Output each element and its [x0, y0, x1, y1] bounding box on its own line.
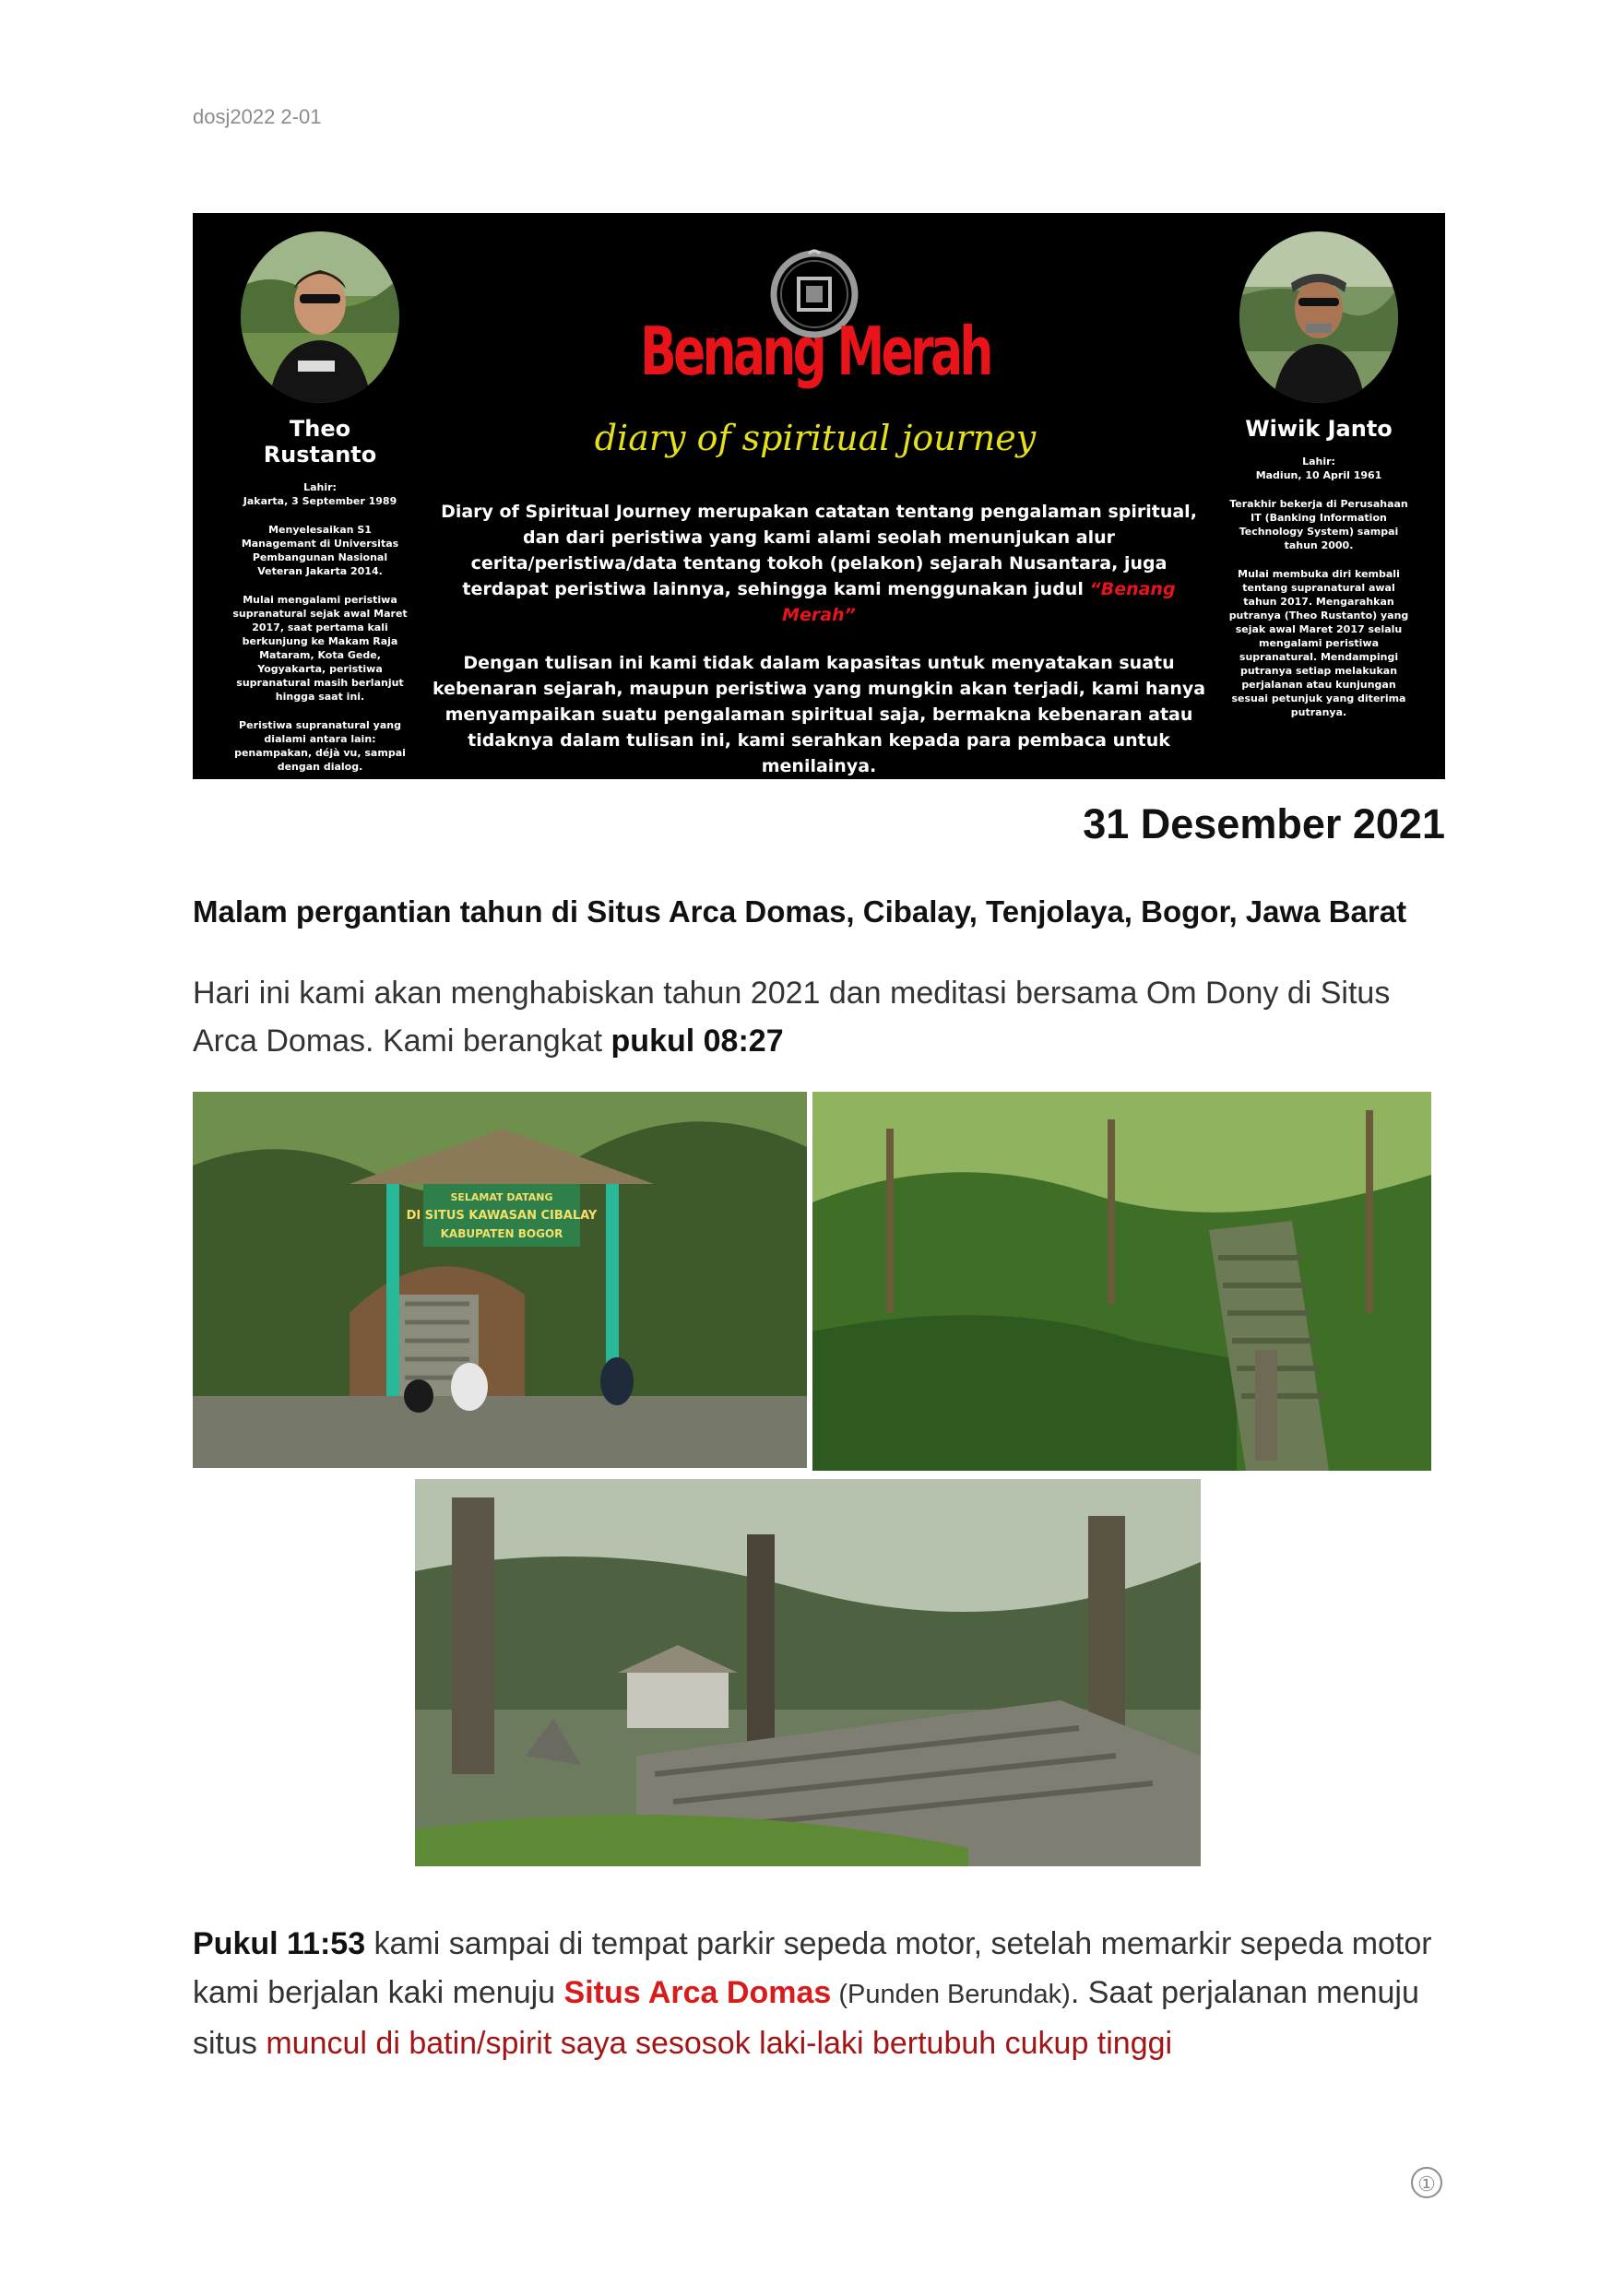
document-id: dosj2022 2-01	[193, 105, 322, 128]
birth-label: Lahir:	[303, 481, 337, 493]
sign-text: DI SITUS KAWASAN CIBALAY	[406, 1209, 598, 1223]
arrival-time: Pukul 11:53	[193, 1926, 366, 1961]
bio-wiwik	[1227, 416, 1410, 719]
departure-time: pukul 08:27	[610, 1024, 784, 1059]
photo-stone-terraces	[812, 1092, 1431, 1471]
bio-paragraph: Menyelesaikan S1 Managemant di Universitas Pembangunan Nasional Veteran Jakarta 2014.	[241, 524, 399, 577]
bio-paragraph: Mulai mengalami peristiwa supranatural sejak awal Maret 2017, saat pertama kali berkunjung ke Makam Raja Mataram, Kota Gede, Yogyakarta, peristiwa supranatural masih berlanjut hingga saat ini.	[232, 594, 408, 703]
paragraph-arrival	[193, 1920, 1456, 2068]
author-name: Theo Rustanto	[263, 416, 377, 467]
description-text: Diary of Spiritual Journey merupakan catatan tentang pengalaman spiritual, dan dari peristiwa yang kami alami seolah menunjukan alur cerita/peristiwa/data tentang tokoh (pelakon) sejarah Nusantara, juga terdapat peristiwa lainnya, sehingga kami menggunakan judul	[441, 502, 1197, 599]
sign-text: KABUPATEN BOGOR	[440, 1227, 563, 1240]
sign-text: SELAMAT DATANG	[450, 1191, 553, 1203]
author-name: Wiwik Janto	[1245, 416, 1393, 442]
photo-arca-domas-site	[415, 1479, 1201, 1866]
site-name-highlight: Situs Arca Domas	[563, 1975, 832, 2010]
description-text: Dengan tulisan ini kami tidak dalam kapasitas untuk menyatakan suatu kebenaran sejarah, maupun peristiwa yang mungkin akan terjadi, kami hanya menyampaikan suatu pengalaman spiritual saja, bermakna kebenaran atau tidaknya dalam tulisan ini, kami serahkan kepada para pembaca untuk menilainya.	[432, 653, 1206, 776]
photo-site-entrance	[193, 1092, 807, 1468]
bio-paragraph: Peristiwa supranatural yang dialami antara lain: penampakan, déjà vu, sampai dengan dialog.	[234, 719, 406, 773]
portrait-wiwik	[1239, 231, 1398, 403]
description-highlight: “Benang Merah”	[782, 579, 1176, 625]
entry-date: 31 Desember 2021	[1083, 800, 1445, 847]
paragraph-text: kami sampai di tempat parkir sepeda motor, setelah memarkir sepeda motor kami berjalan kaki menuju	[193, 1926, 1432, 2010]
bio-paragraph: Terakhir bekerja di Perusahaan IT (Banking Information Technology System) sampai tahun 2000.	[1229, 498, 1408, 551]
birth-value: Jakarta, 3 September 1989	[243, 495, 397, 507]
bio-theo	[230, 416, 410, 774]
paragraph-text: . Saat perjalanan menuju situs	[193, 1975, 1419, 2061]
paragraph-departure	[193, 969, 1456, 1065]
portrait-theo	[241, 231, 399, 403]
entry-subtitle: Malam pergantian tahun di Situs Arca Domas, Cibalay, Tenjolaya, Bogor, Jawa Barat	[193, 894, 1407, 929]
paragraph-text: Hari ini kami akan menghabiskan tahun 2021 dan meditasi bersama Om Dony di Situs Arca Domas. Kami berangkat	[193, 976, 1391, 1059]
bio-paragraph: Mulai membuka diri kembali tentang supranatural awal tahun 2017. Mengarahkan putranya (Theo Rustanto) yang sejak awal Maret 2017 selalu mengalami peristiwa supranatural. Mendampingi putranya setiap melakukan perjalanan atau kunjungan sesuai petunjuk yang diterima putranya.	[1228, 568, 1409, 718]
site-alias: (Punden Berundak)	[831, 1980, 1071, 2009]
spirit-vision-text: muncul di batin/spirit saya sesosok laki-laki bertubuh cukup tinggi	[266, 2026, 1173, 2061]
header-banner	[193, 213, 1445, 779]
banner-description	[426, 499, 1212, 779]
brand-title: Benang Merah	[640, 313, 990, 390]
birth-value: Madiun, 10 April 1961	[1255, 469, 1382, 481]
birth-label: Lahir:	[1302, 456, 1335, 467]
tagline: diary of spiritual journey	[594, 418, 1037, 458]
page-number: ①	[1411, 2167, 1442, 2198]
